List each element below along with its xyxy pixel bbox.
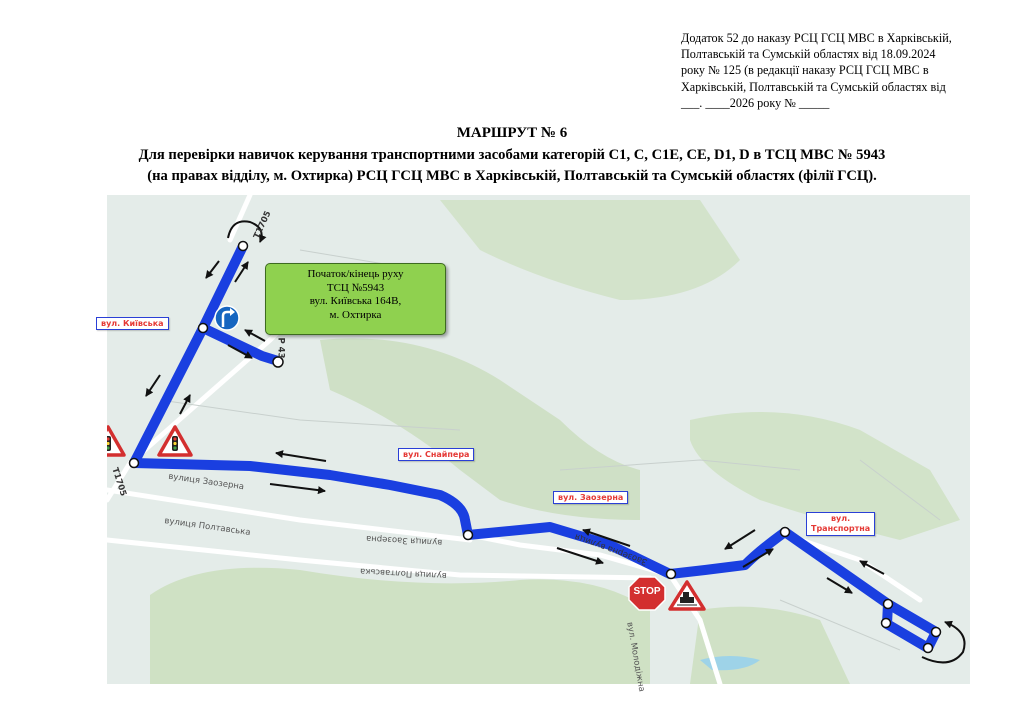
street-label-line: вул.: [830, 514, 851, 523]
info-line: ТСЦ №5943: [326, 281, 385, 294]
map-road-label: T1705: [251, 209, 274, 241]
map-street-label: вулиця Полтавська: [163, 516, 252, 538]
map-street-label: вул. Молодіжна: [624, 621, 647, 693]
street-label-kyivska: вул. Київська: [96, 317, 169, 330]
street-label-snaipera: вул. Снайпера: [398, 448, 474, 461]
route-node: [882, 619, 891, 628]
annex-note: [681, 30, 981, 111]
route-node: [464, 531, 473, 540]
route-node: [667, 570, 676, 579]
route-subtitle-line1: Для перевірки навичок керування транспортними засобами категорій C1, C, C1E, CE, D1, D в ТСЦ МВС № 5943: [138, 147, 886, 163]
map-road-label: T1705: [109, 466, 129, 498]
street-label-zaozerna: вул. Заозерна: [553, 491, 628, 504]
street-label-line: Транспортна: [811, 524, 871, 533]
street-label-transportna: [806, 512, 875, 536]
right-turn-sign: [215, 306, 239, 330]
map-road-label: Р 43: [275, 337, 286, 359]
start-end-info-box: [265, 263, 446, 335]
annex-line: року № 125 (в редакції наказу РСЦ ГСЦ МВС в: [681, 63, 929, 78]
map-street-label: вулиця Полтавська: [359, 565, 448, 581]
route-map: [107, 195, 970, 684]
stop-sign-text: STOP: [633, 586, 661, 597]
annex-line: ___. ____2026 року № _____: [681, 95, 830, 110]
route-node: [924, 644, 933, 653]
route-title: МАРШРУТ № 6: [456, 125, 568, 141]
info-line: м. Охтирка: [329, 308, 382, 321]
route-node: [884, 600, 893, 609]
info-line: вул. Київська 164В,: [309, 295, 402, 307]
route-node: [130, 459, 139, 468]
annex-line: Додаток 52 до наказу РСЦ ГСЦ МВС в Харківській,: [681, 31, 952, 45]
annex-line: Полтавській та Сумській областях від 18.09.2024: [681, 47, 936, 62]
info-line: Початок/кінець руху: [307, 268, 404, 280]
route-node: [781, 528, 790, 537]
annex-line: Харківській, Полтавській та Сумській областях від: [681, 79, 946, 94]
route-node: [239, 242, 248, 251]
green-area: [150, 565, 650, 684]
map-street-label: Заозерна вулиця: [573, 531, 649, 567]
map-street-label: вулиця Заозерна: [365, 533, 443, 547]
route-subtitle-line2: (на правах відділу, м. Охтирка) РСЦ ГСЦ МВС в Харківській, Полтавській та Сумській областях (філії ГСЦ).: [147, 168, 877, 184]
map-street-label: вулиця Заозерна: [167, 471, 245, 493]
route-node: [932, 628, 941, 637]
route-node: [199, 324, 208, 333]
